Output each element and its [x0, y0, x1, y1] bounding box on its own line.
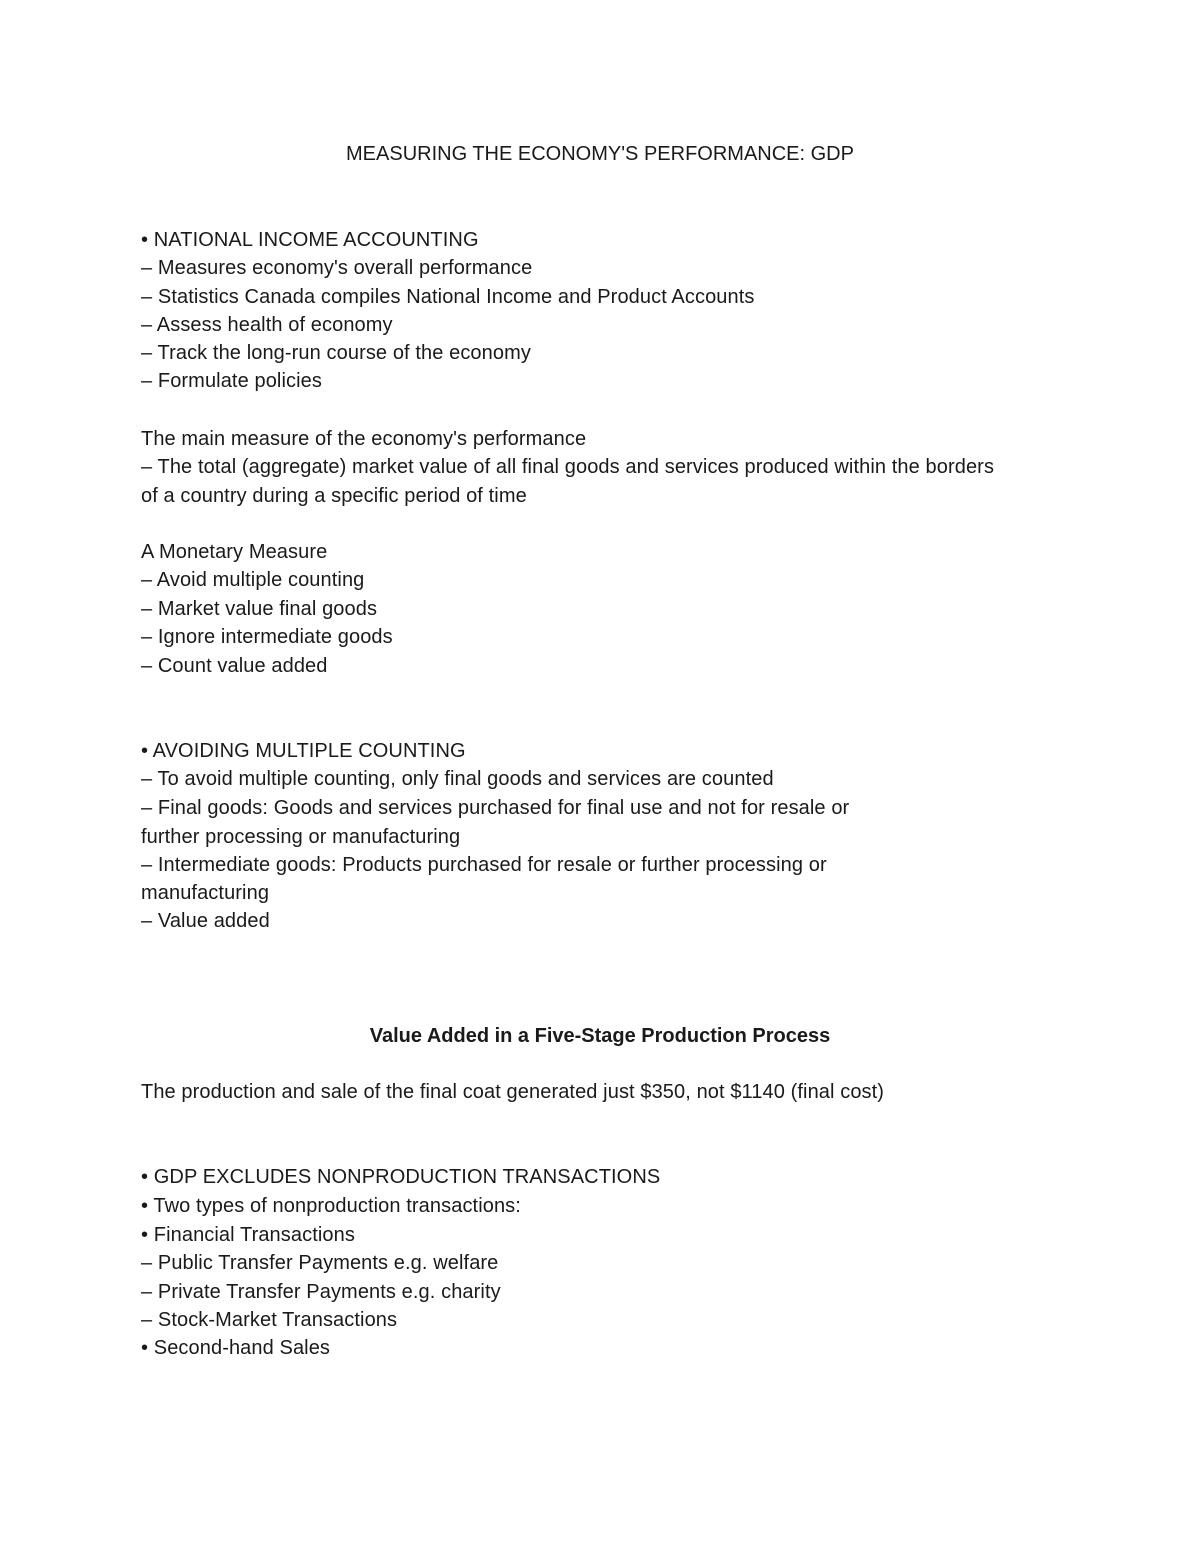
list-item: • Financial Transactions — [141, 1224, 355, 1246]
list-item: – Formulate policies — [141, 370, 322, 392]
list-item: – To avoid multiple counting, only final goods and services are counted — [141, 768, 774, 790]
value-added-heading: Value Added in a Five-Stage Production Process — [369, 1025, 831, 1047]
list-item: – Intermediate goods: Products purchased for resale or further processing or — [141, 854, 827, 876]
section-heading-gdp-excludes: • GDP EXCLUDES NONPRODUCTION TRANSACTIONS — [141, 1166, 661, 1188]
list-item: – Assess health of economy — [141, 314, 393, 336]
value-added-statement: The production and sale of the final coat generated just $350, not $1140 (final cost) — [141, 1081, 885, 1103]
list-item: – Measures economy's overall performance — [141, 257, 533, 279]
main-measure-heading: The main measure of the economy's performance — [141, 428, 587, 450]
list-item: – Public Transfer Payments e.g. welfare — [141, 1252, 499, 1274]
main-measure-definition-continued: of a country during a specific period of time — [141, 485, 527, 507]
list-item: – Market value final goods — [141, 598, 378, 620]
list-item: – Value added — [141, 910, 270, 932]
list-item: – Stock-Market Transactions — [141, 1309, 398, 1331]
section-heading-avoiding-multiple-counting: • AVOIDING MULTIPLE COUNTING — [141, 740, 466, 762]
list-item: – Avoid multiple counting — [141, 569, 365, 591]
list-item: – Count value added — [141, 655, 328, 677]
list-item: – Statistics Canada compiles National Income and Product Accounts — [141, 286, 755, 308]
list-item: – Final goods: Goods and services purchased for final use and not for resale or — [141, 797, 850, 819]
list-item: – Private Transfer Payments e.g. charity — [141, 1281, 501, 1303]
list-item: • Second-hand Sales — [141, 1337, 331, 1359]
document-title: MEASURING THE ECONOMY'S PERFORMANCE: GDP — [346, 143, 854, 165]
list-item: – Ignore intermediate goods — [141, 626, 393, 648]
list-item-continued: manufacturing — [141, 882, 270, 904]
section-heading-national-income: • NATIONAL INCOME ACCOUNTING — [141, 229, 479, 251]
list-item: • Two types of nonproduction transactions: — [141, 1195, 521, 1217]
list-item: – Track the long-run course of the economy — [141, 342, 531, 364]
list-item-continued: further processing or manufacturing — [141, 826, 461, 848]
main-measure-definition: – The total (aggregate) market value of all final goods and services produced within the borders — [141, 456, 995, 478]
monetary-measure-heading: A Monetary Measure — [141, 541, 328, 563]
